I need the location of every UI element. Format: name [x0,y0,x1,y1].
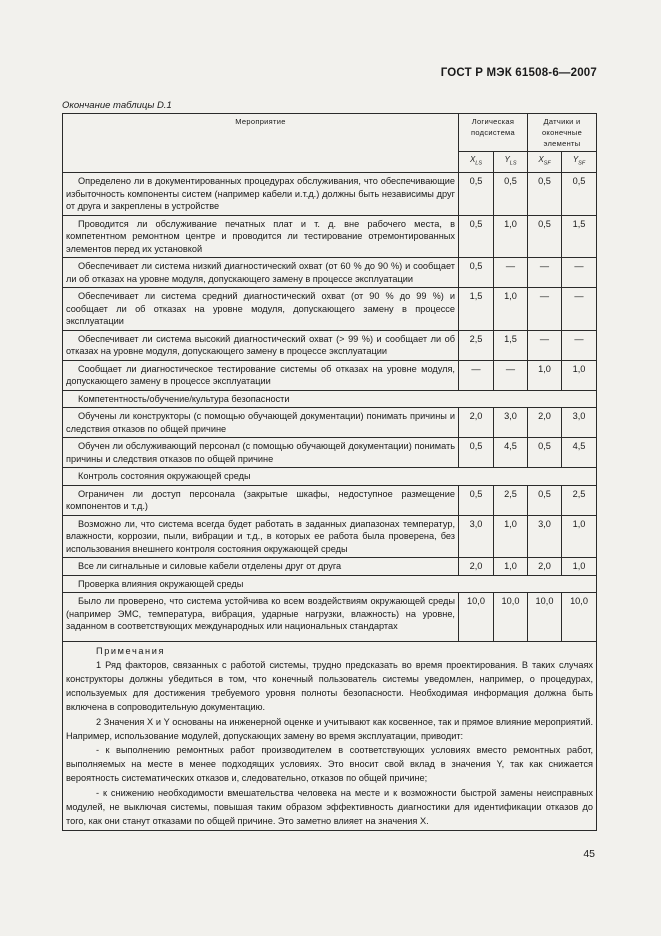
table-row [63,558,597,576]
measure-cell: Определено ли в документированных процедурах обслуживания, что обеспечивающие избыточность компоненты систем (например кабели и.т.д.) должны быть независимы друг от друга и закреплены в устройстве [63,173,459,216]
y-ls-cell: 1,0 [494,558,528,576]
section-row [63,390,597,408]
table-row [63,215,597,258]
table-row [63,408,597,438]
y-sf-cell: 4,5 [562,438,597,468]
header-row-1 [63,114,597,152]
measure-cell: Обеспечивает ли система низкий диагностический охват (от 60 % до 90 %) и сообщает ли об отказах на уровне модуля, допускающего замену в процессе эксплуатации [63,258,459,288]
y-ls-cell: 3,0 [494,408,528,438]
table-row [63,173,597,216]
column-header-measure: Мероприятие [63,114,459,173]
measure-cell: Было ли проверено, что система устойчива ко всем воздействиям окружающей среды (например ЭМС, температура, вибрация, ударные нагрузки, влажность) на уровне, заданном в соответствующих международных или национальных стандартах [63,593,459,642]
x-sf-cell: — [528,330,562,360]
y-sf-cell: 1,5 [562,215,597,258]
note-paragraph: - к снижению необходимости вмешательства человека на месте и к возможности быстрой замены неисправных модулей, не выключая системы, повышая таким образом эффективность диагностики для идентификации отказов до того, как они станут отказами по общей причине. Это заметно влияет на значения X. [66,787,594,827]
y-ls-cell: 1,0 [494,215,528,258]
x-sf-cell: 10,0 [528,593,562,642]
measures-table [62,113,597,831]
y-sf-cell: 1,0 [562,360,597,390]
y-ls-cell: 10,0 [494,593,528,642]
y-ls-cell: 0,5 [494,173,528,216]
note-paragraph: - к выполнению ремонтных работ производителем в соответствующих условиях вместо ремонтных работ, выполняемых на месте в менее подходящих условиях. Это вносит свой вклад в значения Y, так как снижается вероятность систематических отказов и, следовательно, отказов по общей причине; [66,745,594,784]
notes-row [63,641,597,831]
table-caption: Окончание таблицы D.1 [62,100,172,111]
measure-cell: Ограничен ли доступ персонала (закрытые шкафы, недоступное размещение компонентов и т.д.) [63,485,459,515]
section-heading: Контроль состояния окружающей среды [63,468,597,486]
column-header-logic-subsystem: Логическая подсистема [459,114,528,152]
y-sf-cell: 1,0 [562,515,597,558]
y-ls-cell: 1,0 [494,515,528,558]
y-ls-cell: — [494,258,528,288]
y-sf-cell: 1,0 [562,558,597,576]
y-sf-cell: — [562,258,597,288]
document-header: ГОСТ Р МЭК 61508-6—2007 [440,67,597,79]
y-sf-cell: 3,0 [562,408,597,438]
measure-cell: Все ли сигнальные и силовые кабели отделены друг от друга [63,558,459,576]
x-ls-cell: 0,5 [459,173,494,216]
note-paragraph: 2 Значения X и Y основаны на инженерной оценке и учитывают как косвенное, так и прямое влияние мероприятий. Например, использование модулей, допускающих замену во время эксплуатации, приводит: [66,716,594,741]
x-sf-cell: 0,5 [528,485,562,515]
x-ls-cell: 2,0 [459,558,494,576]
column-header-sensors: Датчики и оконечные элементы [528,114,597,152]
y-sf-cell: 10,0 [562,593,597,642]
section-heading: Проверка влияния окружающей среды [63,575,597,593]
measure-cell: Возможно ли, что система всегда будет работать в заданных диапазонах температур, влажности, коррозии, пыли, вибрации и т.д., в которых ее работа была проверена, без использования внешнего контроля состояния окружающей среды [63,515,459,558]
column-header-x-sf: $X_{SF}$ [528,152,562,173]
y-ls-cell: 4,5 [494,438,528,468]
notes-cell [63,641,597,831]
notes-title: Примечания [96,645,166,656]
y-ls-cell: 2,5 [494,485,528,515]
x-sf-cell: 0,5 [528,438,562,468]
section-row [63,468,597,486]
measure-cell: Обучены ли конструкторы (с помощью обучающей документации) понимать причины и следствия отказов по общей причине [63,408,459,438]
x-ls-cell: 0,5 [459,258,494,288]
x-sf-cell: 2,0 [528,558,562,576]
table-row [63,438,597,468]
x-sf-cell: 0,5 [528,173,562,216]
x-sf-cell: 2,0 [528,408,562,438]
y-ls-cell: 1,0 [494,288,528,331]
section-heading: Компетентность/обучение/культура безопасности [63,390,597,408]
y-sf-cell: 2,5 [562,485,597,515]
x-sf-cell: 0,5 [528,215,562,258]
measure-cell: Обеспечивает ли система высокий диагностический охват (> 99 %) и сообщает ли об отказах на уровне модуля, допускающего замену в процессе эксплуатации [63,330,459,360]
measure-cell: Сообщает ли диагностическое тестирование системы об отказах на уровне модуля, допускающего замену в процессе эксплуатации [63,360,459,390]
x-sf-cell: — [528,258,562,288]
table-row [63,593,597,642]
x-ls-cell: 1,5 [459,288,494,331]
x-ls-cell: 0,5 [459,485,494,515]
measure-cell: Проводится ли обслуживание печатных плат и т. д. вне рабочего места, в компетентном ремонтном центре и проводится ли тестирование отремонтированных элементов перед их установкой [63,215,459,258]
x-ls-cell: 3,0 [459,515,494,558]
measure-cell: Обучен ли обслуживающий персонал (с помощью обучающей документации) понимать причины и следствия отказов по общей причине [63,438,459,468]
measure-cell: Обеспечивает ли система средний диагностический охват (от 90 % до 99 %) и сообщает ли об отказах на уровне модуля, допускающего замену в процессе эксплуатации [63,288,459,331]
column-header-y-sf: $Y_{SF}$ [562,152,597,173]
y-ls-cell: — [494,360,528,390]
table-row [63,258,597,288]
table-row [63,360,597,390]
y-ls-cell: 1,5 [494,330,528,360]
note-paragraph: 1 Ряд факторов, связанных с работой системы, трудно предсказать во время проектирования. В таких случаях конструкторы должны убедиться в том, что конечный пользователь системы уведомлен, например, о процедурах, используемых для достижения требуемого уровня полноты безопасности. Необходимая информация должна быть включена в сопроводительную документацию. [66,659,594,713]
x-sf-cell: — [528,288,562,331]
x-ls-cell: 2,0 [459,408,494,438]
y-sf-cell: 0,5 [562,173,597,216]
table-row [63,288,597,331]
x-sf-cell: 1,0 [528,360,562,390]
page-number: 45 [583,848,595,860]
x-sf-cell: 3,0 [528,515,562,558]
table-row [63,515,597,558]
table-row [63,330,597,360]
y-sf-cell: — [562,330,597,360]
column-header-y-ls: $Y_{LS}$ [494,152,528,173]
y-sf-cell: — [562,288,597,331]
x-ls-cell: 0,5 [459,438,494,468]
x-ls-cell: 0,5 [459,215,494,258]
x-ls-cell: 10,0 [459,593,494,642]
x-ls-cell: 2,5 [459,330,494,360]
section-row [63,575,597,593]
x-ls-cell: — [459,360,494,390]
table-row [63,485,597,515]
column-header-x-ls: $X_{LS}$ [459,152,494,173]
